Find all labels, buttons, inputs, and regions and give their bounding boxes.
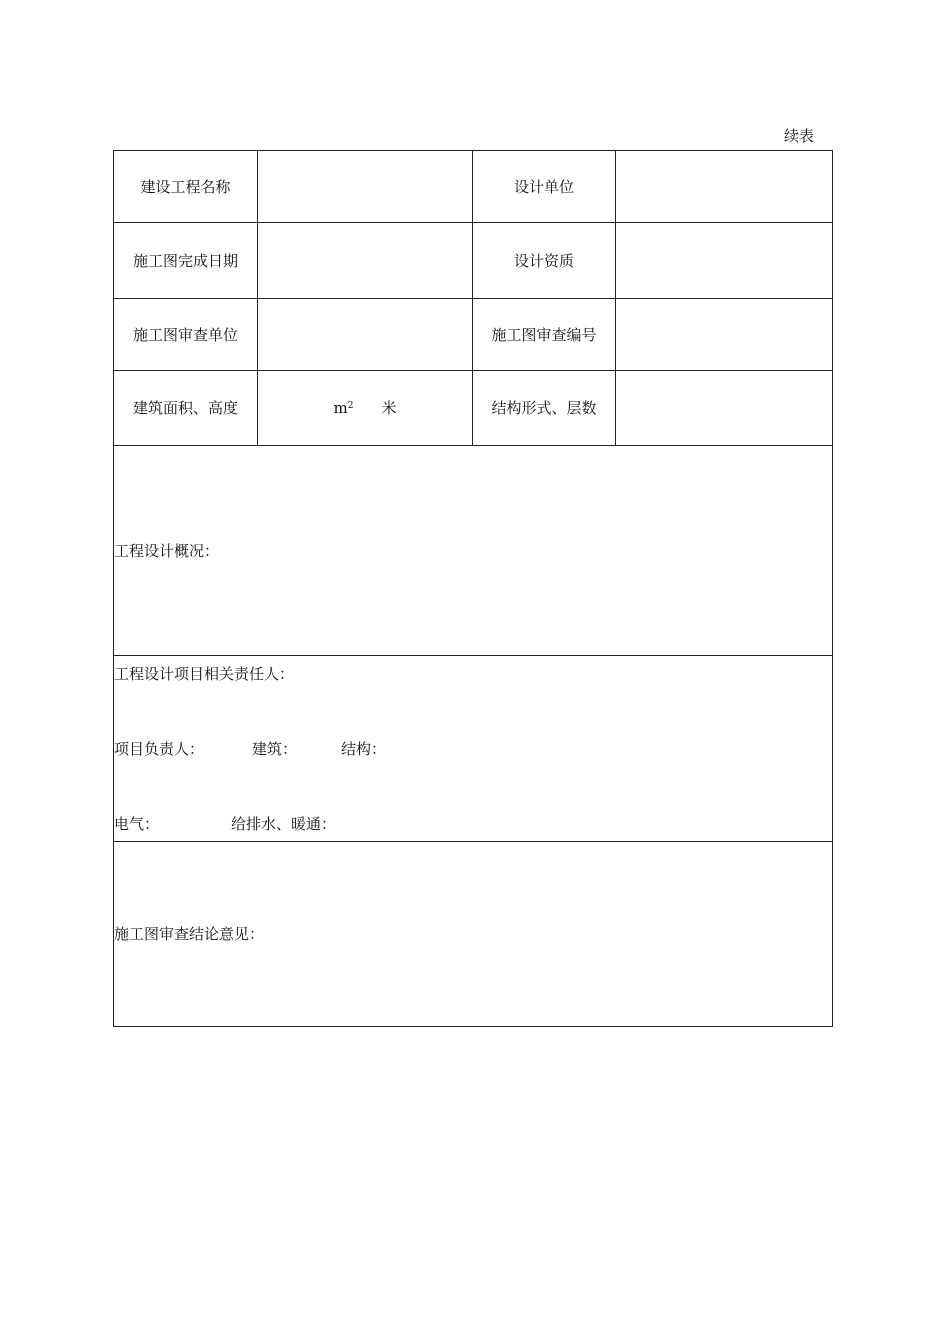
label-structure-floors: 结构形式、层数 xyxy=(473,371,616,446)
label-review-number: 施工图审查编号 xyxy=(473,299,616,371)
field-review-number[interactable] xyxy=(616,299,833,371)
label-design-unit: 设计单位 xyxy=(473,151,616,223)
form-row-completion-date xyxy=(114,223,833,299)
continued-table-label: 续表 xyxy=(784,127,815,145)
label-design-qualification: 设计资质 xyxy=(473,223,616,299)
field-structure-floors[interactable] xyxy=(616,371,833,446)
form-row-responsible xyxy=(114,656,833,842)
responsible-section[interactable] xyxy=(114,656,833,842)
electrical-label: 电气： xyxy=(114,814,160,833)
responsible-label: 工程设计项目相关责任人： xyxy=(114,664,295,683)
form-row-review-unit xyxy=(114,299,833,371)
form-row-conclusion xyxy=(114,842,833,1027)
responsible-row-1 xyxy=(114,739,832,759)
field-review-unit[interactable] xyxy=(258,299,473,371)
design-review-form xyxy=(113,150,833,1027)
conclusion-label: 施工图审查结论意见： xyxy=(114,925,265,943)
label-area-height: 建筑面积、高度 xyxy=(114,371,258,446)
responsible-row-2 xyxy=(114,814,832,834)
architecture-label: 建筑： xyxy=(252,739,298,758)
field-area-height[interactable] xyxy=(258,371,473,446)
field-design-qualification[interactable] xyxy=(616,223,833,299)
project-lead-label: 项目负责人： xyxy=(114,739,205,758)
height-unit: 米 xyxy=(381,399,397,417)
form-row-area-height xyxy=(114,371,833,446)
structure-label: 结构： xyxy=(341,739,387,758)
plumbing-hvac-label: 给排水、暖通： xyxy=(231,814,337,833)
label-review-unit: 施工图审查单位 xyxy=(114,299,258,371)
area-unit: $m^2$ xyxy=(333,399,354,417)
field-completion-date[interactable] xyxy=(258,223,473,299)
overview-label: 工程设计概况： xyxy=(114,541,220,560)
form-row-overview xyxy=(114,446,833,656)
field-project-name[interactable] xyxy=(258,151,473,223)
conclusion-section[interactable] xyxy=(114,842,833,1027)
overview-section[interactable] xyxy=(114,446,833,656)
form-row-project-name xyxy=(114,151,833,223)
label-project-name: 建设工程名称 xyxy=(114,151,258,223)
field-design-unit[interactable] xyxy=(616,151,833,223)
label-completion-date: 施工图完成日期 xyxy=(114,223,258,299)
